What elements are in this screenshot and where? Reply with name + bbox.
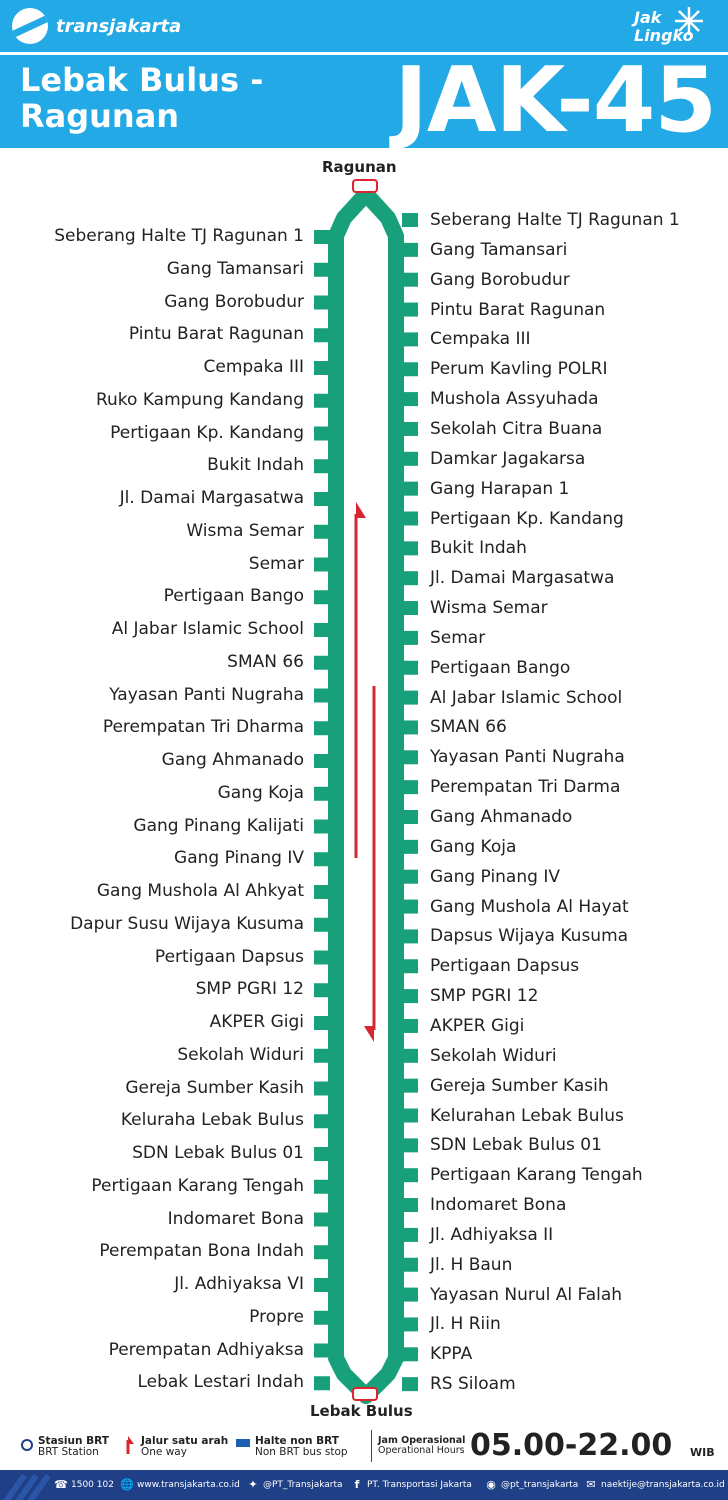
stop-right-tick	[402, 482, 418, 496]
stop-right-tick	[402, 1019, 418, 1033]
stop-right-tick	[402, 900, 418, 914]
legend-divider	[371, 1430, 372, 1462]
stop-left-tick	[314, 1082, 330, 1096]
facebook-icon: f	[354, 1478, 360, 1491]
stop-right-tick	[402, 720, 418, 734]
stop-left-tick	[314, 1180, 330, 1194]
stop-right-tick	[402, 691, 418, 705]
stop-left-tick	[314, 1344, 330, 1358]
terminal-top-marker	[353, 180, 377, 192]
stop-right-tick	[402, 1109, 418, 1123]
stop-right-tick	[402, 1317, 418, 1331]
hours-label-id: Jam Operasional	[378, 1435, 466, 1446]
legend-nonbrt-en: Non BRT bus stop	[255, 1446, 348, 1458]
terminal-top-label: Ragunan	[322, 158, 397, 176]
footer-phone-text: 1500 102	[71, 1480, 114, 1490]
stop-left-label: Ruko Kampung Kandang	[95, 389, 304, 410]
legend-oneway	[126, 1436, 228, 1458]
stop-left-label: Gereja Sumber Kasih	[125, 1077, 304, 1098]
partner-line2: Lingko	[634, 26, 694, 45]
stop-left-label: Gang Pinang Kalijati	[133, 815, 304, 836]
stop-left-label: Lebak Lestari Indah	[137, 1372, 304, 1393]
brand-name: transjakarta	[56, 15, 182, 37]
stop-right-tick	[402, 512, 418, 526]
footer-phone[interactable]	[54, 1478, 114, 1492]
twitter-icon: ✦	[248, 1478, 258, 1491]
stop-left-tick	[314, 1114, 330, 1128]
stop-left-label: Pertigaan Bango	[163, 586, 304, 607]
stop-right-tick	[402, 601, 418, 615]
stop-left-label: Cempaka III	[203, 357, 304, 377]
partner-line1: Jak	[634, 8, 662, 27]
stop-right-tick	[402, 541, 418, 555]
stop-left-tick	[314, 459, 330, 473]
stop-left-label: Gang Tamansari	[166, 258, 304, 279]
stop-right-tick	[402, 989, 418, 1003]
stop-right-label: Pertigaan Karang Tengah	[430, 1165, 643, 1186]
one-way-arrow-icon	[126, 1436, 138, 1456]
globe-icon: 🌐	[120, 1478, 134, 1491]
stop-right-label: Pertigaan Bango	[430, 657, 571, 678]
brt-station-icon	[20, 1438, 34, 1452]
stop-right-label: Jl. Damai Margasatwa	[430, 568, 615, 589]
stop-right-tick	[402, 1377, 418, 1391]
stop-right-tick	[402, 1258, 418, 1272]
stop-right-tick	[402, 452, 418, 466]
stop-left-tick	[314, 623, 330, 637]
stop-left-tick	[314, 1278, 330, 1292]
stop-right-label: Gang Ahmanado	[430, 807, 573, 827]
stop-right-tick	[402, 959, 418, 973]
footer-facebook-text: PT. Transportasi Jakarta	[367, 1480, 472, 1490]
stop-right-tick	[402, 1138, 418, 1152]
terminal-bottom-label: Lebak Bulus	[310, 1402, 413, 1420]
stop-right-label: Bukit Indah	[430, 538, 527, 559]
stop-left-label: Gang Koja	[217, 782, 304, 803]
stop-right-tick	[402, 303, 418, 317]
stop-left-tick	[314, 721, 330, 735]
stop-right-label: Sekolah Citra Buana	[430, 418, 603, 439]
stop-right-tick	[402, 1198, 418, 1212]
terminal-bottom-marker	[353, 1388, 377, 1400]
stop-right-label: Pintu Barat Ragunan	[430, 299, 606, 320]
stop-left-label: Gang Ahmanado	[161, 750, 304, 770]
stop-left-label: Semar	[248, 553, 304, 574]
stop-left-tick	[314, 1376, 330, 1390]
stop-left-label: Wisma Semar	[186, 520, 304, 541]
stop-right-label: Sekolah Widuri	[430, 1045, 557, 1066]
stop-right-label: Yayasan Nurul Al Falah	[430, 1284, 623, 1305]
stop-right-label: Jl. Adhiyaksa II	[430, 1224, 554, 1245]
stop-left-tick	[314, 1245, 330, 1259]
footer-web[interactable]	[120, 1478, 240, 1492]
stop-left-tick	[314, 885, 330, 899]
stop-left-tick	[314, 492, 330, 506]
stop-right-label: Perempatan Tri Darma	[430, 777, 621, 798]
stop-right-tick	[402, 213, 418, 227]
stop-left-label: Pertigaan Dapsus	[154, 946, 304, 967]
legend-nonbrt	[236, 1436, 348, 1458]
stop-left-tick	[314, 787, 330, 801]
stop-left-tick	[314, 983, 330, 997]
stop-right-tick	[402, 631, 418, 645]
stop-right-tick	[402, 422, 418, 436]
stop-right-label: Gang Borobudur	[430, 269, 570, 290]
stop-right-tick	[402, 840, 418, 854]
footer-twitter-text: @PT_Transjakarta	[263, 1480, 343, 1490]
route-title-line2: Ragunan	[20, 97, 180, 135]
stop-right-label: Gereja Sumber Kasih	[430, 1075, 609, 1096]
footer-email-text: naektije@transjakarta.co.id	[601, 1480, 725, 1490]
stop-left-label: Pintu Barat Ragunan	[128, 324, 304, 345]
stop-left-label: Perempatan Adhiyaksa	[108, 1339, 304, 1360]
stop-left-label: Bukit Indah	[207, 455, 304, 476]
stop-right-label: Cempaka III	[430, 329, 531, 350]
instagram-icon: ◉	[486, 1478, 496, 1491]
stop-left-tick	[314, 918, 330, 932]
stop-right-label: Indomaret Bona	[430, 1195, 567, 1216]
stop-right-label: Damkar Jagakarsa	[430, 448, 586, 469]
one-way-arrow-down-head	[364, 1026, 374, 1042]
stop-left-label: Jl. Damai Margasatwa	[119, 488, 304, 508]
stop-right-label: Perum Kavling POLRI	[430, 359, 608, 380]
stop-right-tick	[402, 243, 418, 257]
stop-right-tick	[402, 780, 418, 794]
stop-left-label: Keluraha Lebak Bulus	[120, 1110, 304, 1131]
stop-right-label: Jl. H Baun	[430, 1254, 513, 1275]
stop-left-tick	[314, 1049, 330, 1063]
stop-left-tick	[314, 656, 330, 670]
stop-left-tick	[314, 427, 330, 441]
stop-left-tick	[314, 394, 330, 408]
stop-left-label: SMAN 66	[227, 651, 304, 672]
stop-right-label: Kelurahan Lebak Bulus	[430, 1105, 624, 1126]
stop-right-label: Wisma Semar	[430, 598, 548, 619]
stop-left-tick	[314, 754, 330, 768]
stop-right-label: SMAN 66	[430, 717, 507, 738]
stop-left-tick	[314, 230, 330, 244]
stop-right-label: Jl. H Riin	[430, 1314, 501, 1335]
footer-email[interactable]	[584, 1478, 725, 1492]
stop-right-label: KPPA	[430, 1344, 473, 1365]
stop-left-label: Sekolah Widuri	[177, 1044, 304, 1065]
stop-right-label: Gang Pinang IV	[430, 866, 560, 887]
stop-left-tick	[314, 296, 330, 310]
footer-facebook[interactable]	[350, 1478, 472, 1492]
stop-left-label: Seberang Halte TJ Ragunan 1	[54, 226, 304, 246]
stop-right-label: SDN Lebak Bulus 01	[430, 1135, 602, 1156]
stop-right-tick	[402, 1049, 418, 1063]
stop-right-label: Seberang Halte TJ Ragunan 1	[430, 210, 680, 230]
stop-right-tick	[402, 1228, 418, 1242]
stop-left-tick	[314, 1213, 330, 1227]
stop-left-label: AKPER Gigi	[209, 1012, 304, 1032]
stop-right-label: Mushola Assyuhada	[430, 389, 599, 410]
route-line	[336, 194, 396, 1396]
email-icon: ✉	[586, 1478, 596, 1491]
stop-right-tick	[402, 661, 418, 675]
stop-left-label: Perempatan Tri Dharma	[102, 717, 304, 738]
stop-left-label: SDN Lebak Bulus 01	[132, 1143, 304, 1163]
stop-left-tick	[314, 525, 330, 539]
legend-brt-id: Stasiun BRT	[38, 1435, 109, 1447]
stop-right-label: Gang Mushola Al Hayat	[430, 896, 629, 917]
stop-left-label: Pertigaan Kp. Kandang	[110, 422, 304, 443]
route-code: JAK-45	[394, 48, 716, 153]
stop-right-label: Dapsus Wijaya Kusuma	[430, 926, 629, 947]
stop-left-label: Dapur Susu Wijaya Kusuma	[70, 913, 304, 934]
stop-left-tick	[314, 263, 330, 277]
legend-oneway-id: Jalur satu arah	[141, 1435, 229, 1447]
stop-left-label: Propre	[249, 1306, 304, 1327]
stop-left-label: Yayasan Panti Nugraha	[109, 684, 304, 705]
stop-left-tick	[314, 951, 330, 965]
stop-right-tick	[402, 1168, 418, 1182]
stop-left-tick	[314, 852, 330, 866]
stop-right-tick	[402, 929, 418, 943]
stop-left-label: Al Jabar Islamic School	[111, 619, 304, 639]
non-brt-stop-icon	[236, 1439, 250, 1449]
stop-right-tick	[402, 1288, 418, 1302]
stop-right-label: Gang Harapan 1	[430, 478, 570, 499]
legend-brt-en: BRT Station	[38, 1446, 99, 1458]
stop-left-tick	[314, 820, 330, 834]
stop-left-label: Pertigaan Karang Tengah	[91, 1175, 304, 1196]
footer-web-text: www.transjakarta.co.id	[137, 1480, 240, 1490]
stop-left-tick	[314, 361, 330, 375]
stop-left-label: Gang Borobudur	[164, 291, 304, 312]
stop-right-label: Yayasan Panti Nugraha	[430, 747, 625, 768]
stop-right-label: AKPER Gigi	[430, 1015, 525, 1036]
hours-label-en: Operational Hours	[378, 1445, 465, 1456]
stop-left-tick	[314, 1311, 330, 1325]
legend-oneway-en: One way	[141, 1446, 187, 1458]
stop-right-label: Semar	[430, 627, 486, 648]
stop-left-tick	[314, 1147, 330, 1161]
stop-right-tick	[402, 1347, 418, 1361]
stop-right-tick	[402, 332, 418, 346]
stop-left-tick	[314, 1016, 330, 1030]
one-way-arrow-up-head	[356, 502, 366, 518]
stop-right-label: Pertigaan Dapsus	[430, 956, 580, 977]
footer-instagram-text: @pt_transjakarta	[501, 1480, 579, 1490]
stop-left-label: Indomaret Bona	[167, 1208, 304, 1229]
footer-bar	[0, 1470, 728, 1500]
stop-right-label: Pertigaan Kp. Kandang	[430, 508, 624, 529]
stop-right-label: Gang Tamansari	[430, 239, 568, 260]
stop-right-tick	[402, 810, 418, 824]
legend-nonbrt-id: Halte non BRT	[255, 1435, 339, 1447]
stop-right-label: Gang Koja	[430, 836, 517, 857]
stop-right-label: RS Siloam	[430, 1374, 516, 1395]
stop-left-label: Gang Mushola Al Ahkyat	[96, 881, 304, 901]
stop-left-label: Gang Pinang IV	[174, 848, 304, 869]
operational-hours: 05.00-22.00	[470, 1428, 673, 1463]
stop-right-tick	[402, 750, 418, 764]
footer-instagram[interactable]	[484, 1478, 578, 1492]
stop-right-tick	[402, 392, 418, 406]
stop-right-tick	[402, 870, 418, 884]
stop-left-tick	[314, 689, 330, 703]
stop-right-tick	[402, 571, 418, 585]
stop-left-label: SMP PGRI 12	[195, 979, 304, 1000]
stop-left-label: Perempatan Bona Indah	[99, 1241, 304, 1262]
stop-left-tick	[314, 558, 330, 572]
stop-right-label: Al Jabar Islamic School	[430, 687, 623, 708]
stop-right-tick	[402, 362, 418, 376]
stop-right-tick	[402, 1079, 418, 1093]
stop-right-label: SMP PGRI 12	[430, 986, 539, 1007]
hours-timezone: WIB	[690, 1446, 715, 1459]
route-title-line1: Lebak Bulus -	[20, 61, 264, 99]
stop-left-tick	[314, 328, 330, 342]
stop-left-tick	[314, 590, 330, 604]
phone-icon: ☎	[54, 1478, 68, 1491]
stop-right-tick	[402, 273, 418, 287]
footer-twitter[interactable]	[246, 1478, 343, 1492]
stop-left-label: Jl. Adhiyaksa VI	[174, 1274, 304, 1294]
legend-brt	[20, 1436, 109, 1458]
